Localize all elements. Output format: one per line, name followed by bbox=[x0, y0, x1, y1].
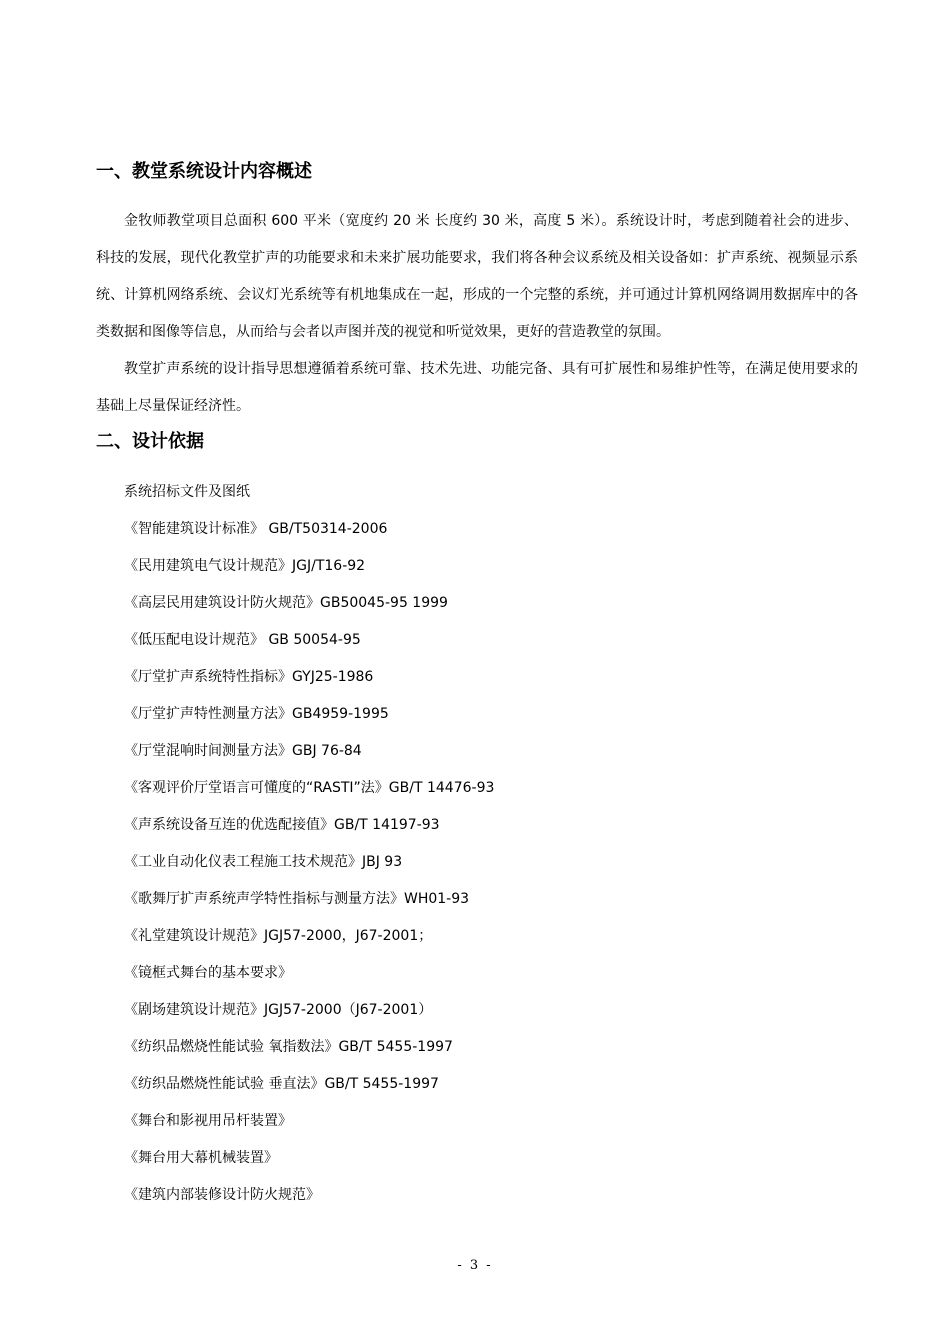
list-item: 《低压配电设计规范》 GB 50054-95 bbox=[124, 632, 361, 648]
list-item: 《客观评价厅堂语言可懂度的“RASTI”法》GB/T 14476-93 bbox=[124, 780, 495, 796]
overview-paragraph-2: 教堂扩声系统的设计指导思想遵循着系统可靠、技术先进、功能完备、具有可扩展性和易维护性等，在满足使用要求的基础上尽量保证经济性。 bbox=[96, 361, 858, 414]
list-item: 《剧场建筑设计规范》JGJ57-2000（J67-2001） bbox=[124, 1002, 433, 1018]
page-number: - 3 - bbox=[457, 1258, 493, 1273]
list-item: 《礼堂建筑设计规范》JGJ57-2000，J67-2001； bbox=[124, 928, 433, 944]
overview-paragraph-1: 金牧师教堂项目总面积 600 平米（宽度约 20 米 长度约 30 米，高度 5 米）。系统设计时，考虑到随着社会的进步、科技的发展，现代化教堂扩声的功能要求和未来扩展功能要求，我们将各种会议系统及相关设备如：扩声系统、视频显示系统、计算机网络系统、会议灯光系统等有机地集成在一起，形成的一个完整的系统，并可通过计算机网络调用数据库中的各类数据和图像等信息，从而给与会者以声图并茂的视觉和听觉效果，更好的营造教堂的氛围。 bbox=[96, 213, 858, 340]
list-item: 《厅堂扩声系统特性指标》GYJ25-1986 bbox=[124, 669, 374, 685]
list-item: 《厅堂扩声特性测量方法》GB4959-1995 bbox=[124, 706, 389, 722]
list-item: 《智能建筑设计标准》 GB/T50314-2006 bbox=[124, 521, 388, 537]
list-item: 《纺织品燃烧性能试验 垂直法》GB/T 5455-1997 bbox=[124, 1076, 439, 1092]
list-item: 《舞台和影视用吊杆装置》 bbox=[124, 1113, 292, 1129]
list-item: 《声系统设备互连的优选配接值》GB/T 14197-93 bbox=[124, 817, 440, 833]
list-item: 系统招标文件及图纸 bbox=[124, 484, 250, 500]
list-item: 《民用建筑电气设计规范》JGJ/T16-92 bbox=[124, 558, 366, 574]
section-heading-design-basis: 二、设计依据 bbox=[96, 431, 204, 452]
list-item: 《纺织品燃烧性能试验 氧指数法》GB/T 5455-1997 bbox=[124, 1039, 453, 1055]
list-item: 《厅堂混响时间测量方法》GBJ 76-84 bbox=[124, 743, 362, 759]
list-item: 《歌舞厅扩声系统声学特性指标与测量方法》WH01-93 bbox=[124, 891, 470, 907]
list-item: 《建筑内部装修设计防火规范》 bbox=[124, 1187, 320, 1203]
list-item: 《工业自动化仪表工程施工技术规范》JBJ 93 bbox=[124, 854, 403, 870]
section-heading-overview: 一、教堂系统设计内容概述 bbox=[96, 161, 312, 182]
list-item: 《高层民用建筑设计防火规范》GB50045-95 1999 bbox=[124, 595, 448, 611]
list-item: 《舞台用大幕机械装置》 bbox=[124, 1150, 278, 1166]
list-item: 《镜框式舞台的基本要求》 bbox=[124, 965, 292, 981]
